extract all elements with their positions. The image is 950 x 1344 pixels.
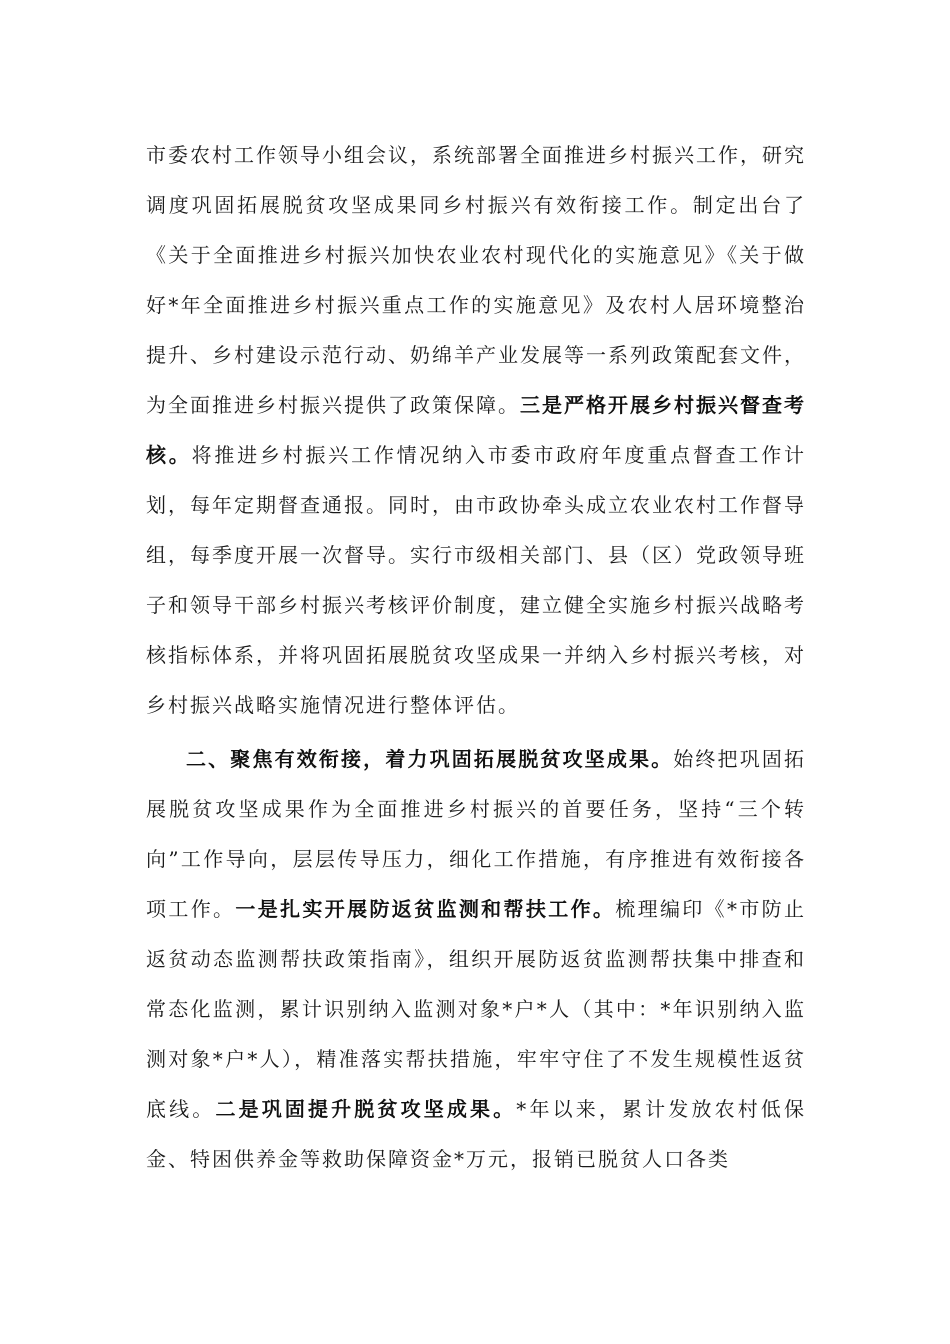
paragraph-1-heading-three: 三是严格开展乡村振兴督查考核。 <box>146 393 806 467</box>
paragraph-1-run-1: 市委农村工作领导小组会议，系统部署全面推进乡村振兴工作，研究调度巩固拓展脱贫攻坚成果同乡村振兴有效衔接工作。制定出台了《关于全面推进乡村振兴加快农业农村现代化的实施意见》《关于做好*年全面推进乡村振兴重点工作的实施意见》及农村人居环境整治提升、乡村建设示范行动、奶绵羊产业发展等一系列政策配套文件，为全面推进乡村振兴提供了政策保障。 <box>146 143 806 417</box>
section-two-heading: 二、聚焦有效衔接，着力巩固拓展脱贫攻坚成果。 <box>186 747 674 771</box>
paragraph-1-run-3: 将推进乡村振兴工作情况纳入市委市政府年度重点督查工作计划，每年定期督查通报。同时，由市政协牵头成立农业农村工作督导组，每季度开展一次督导。实行市级相关部门、县（区）党政领导班子和领导干部乡村振兴考核评价制度，建立健全实施乡村振兴战略考核指标体系，并将巩固拓展脱贫攻坚成果一并纳入乡村振兴考核，对乡村振兴战略实施情况进行整体评估。 <box>146 443 807 717</box>
paragraph-2-heading-two: 二是巩固提升脱贫攻坚成果。 <box>215 1097 517 1121</box>
paragraph-policy-and-inspection <box>146 130 806 730</box>
paragraph-2-run-2: 始终把巩固拓展脱贫攻坚成果作为全面推进乡村振兴的首要任务，坚持“三个转向”工作导向，层层传导压力，细化工作措施，有序推进有效衔接各项工作。 <box>146 747 807 921</box>
paragraph-2-heading-one: 一是扎实开展防返贫监测和帮扶工作。 <box>235 897 616 921</box>
paragraph-2-run-4: 梳理编印《*市防止返贫动态监测帮扶政策指南》，组织开展防返贫监测帮扶集中排查和常态化监测，累计识别纳入监测对象*户*人（其中：*年识别纳入监测对象*户*人），精准落实帮扶措施，牢牢守住了不发生规模性返贫底线。 <box>146 897 807 1121</box>
paragraph-section-two <box>146 734 806 1184</box>
paragraph-2-run-6: *年以来，累计发放农村低保金、特困供养金等救助保障资金*万元，报销已脱贫人口各类 <box>146 1097 807 1171</box>
